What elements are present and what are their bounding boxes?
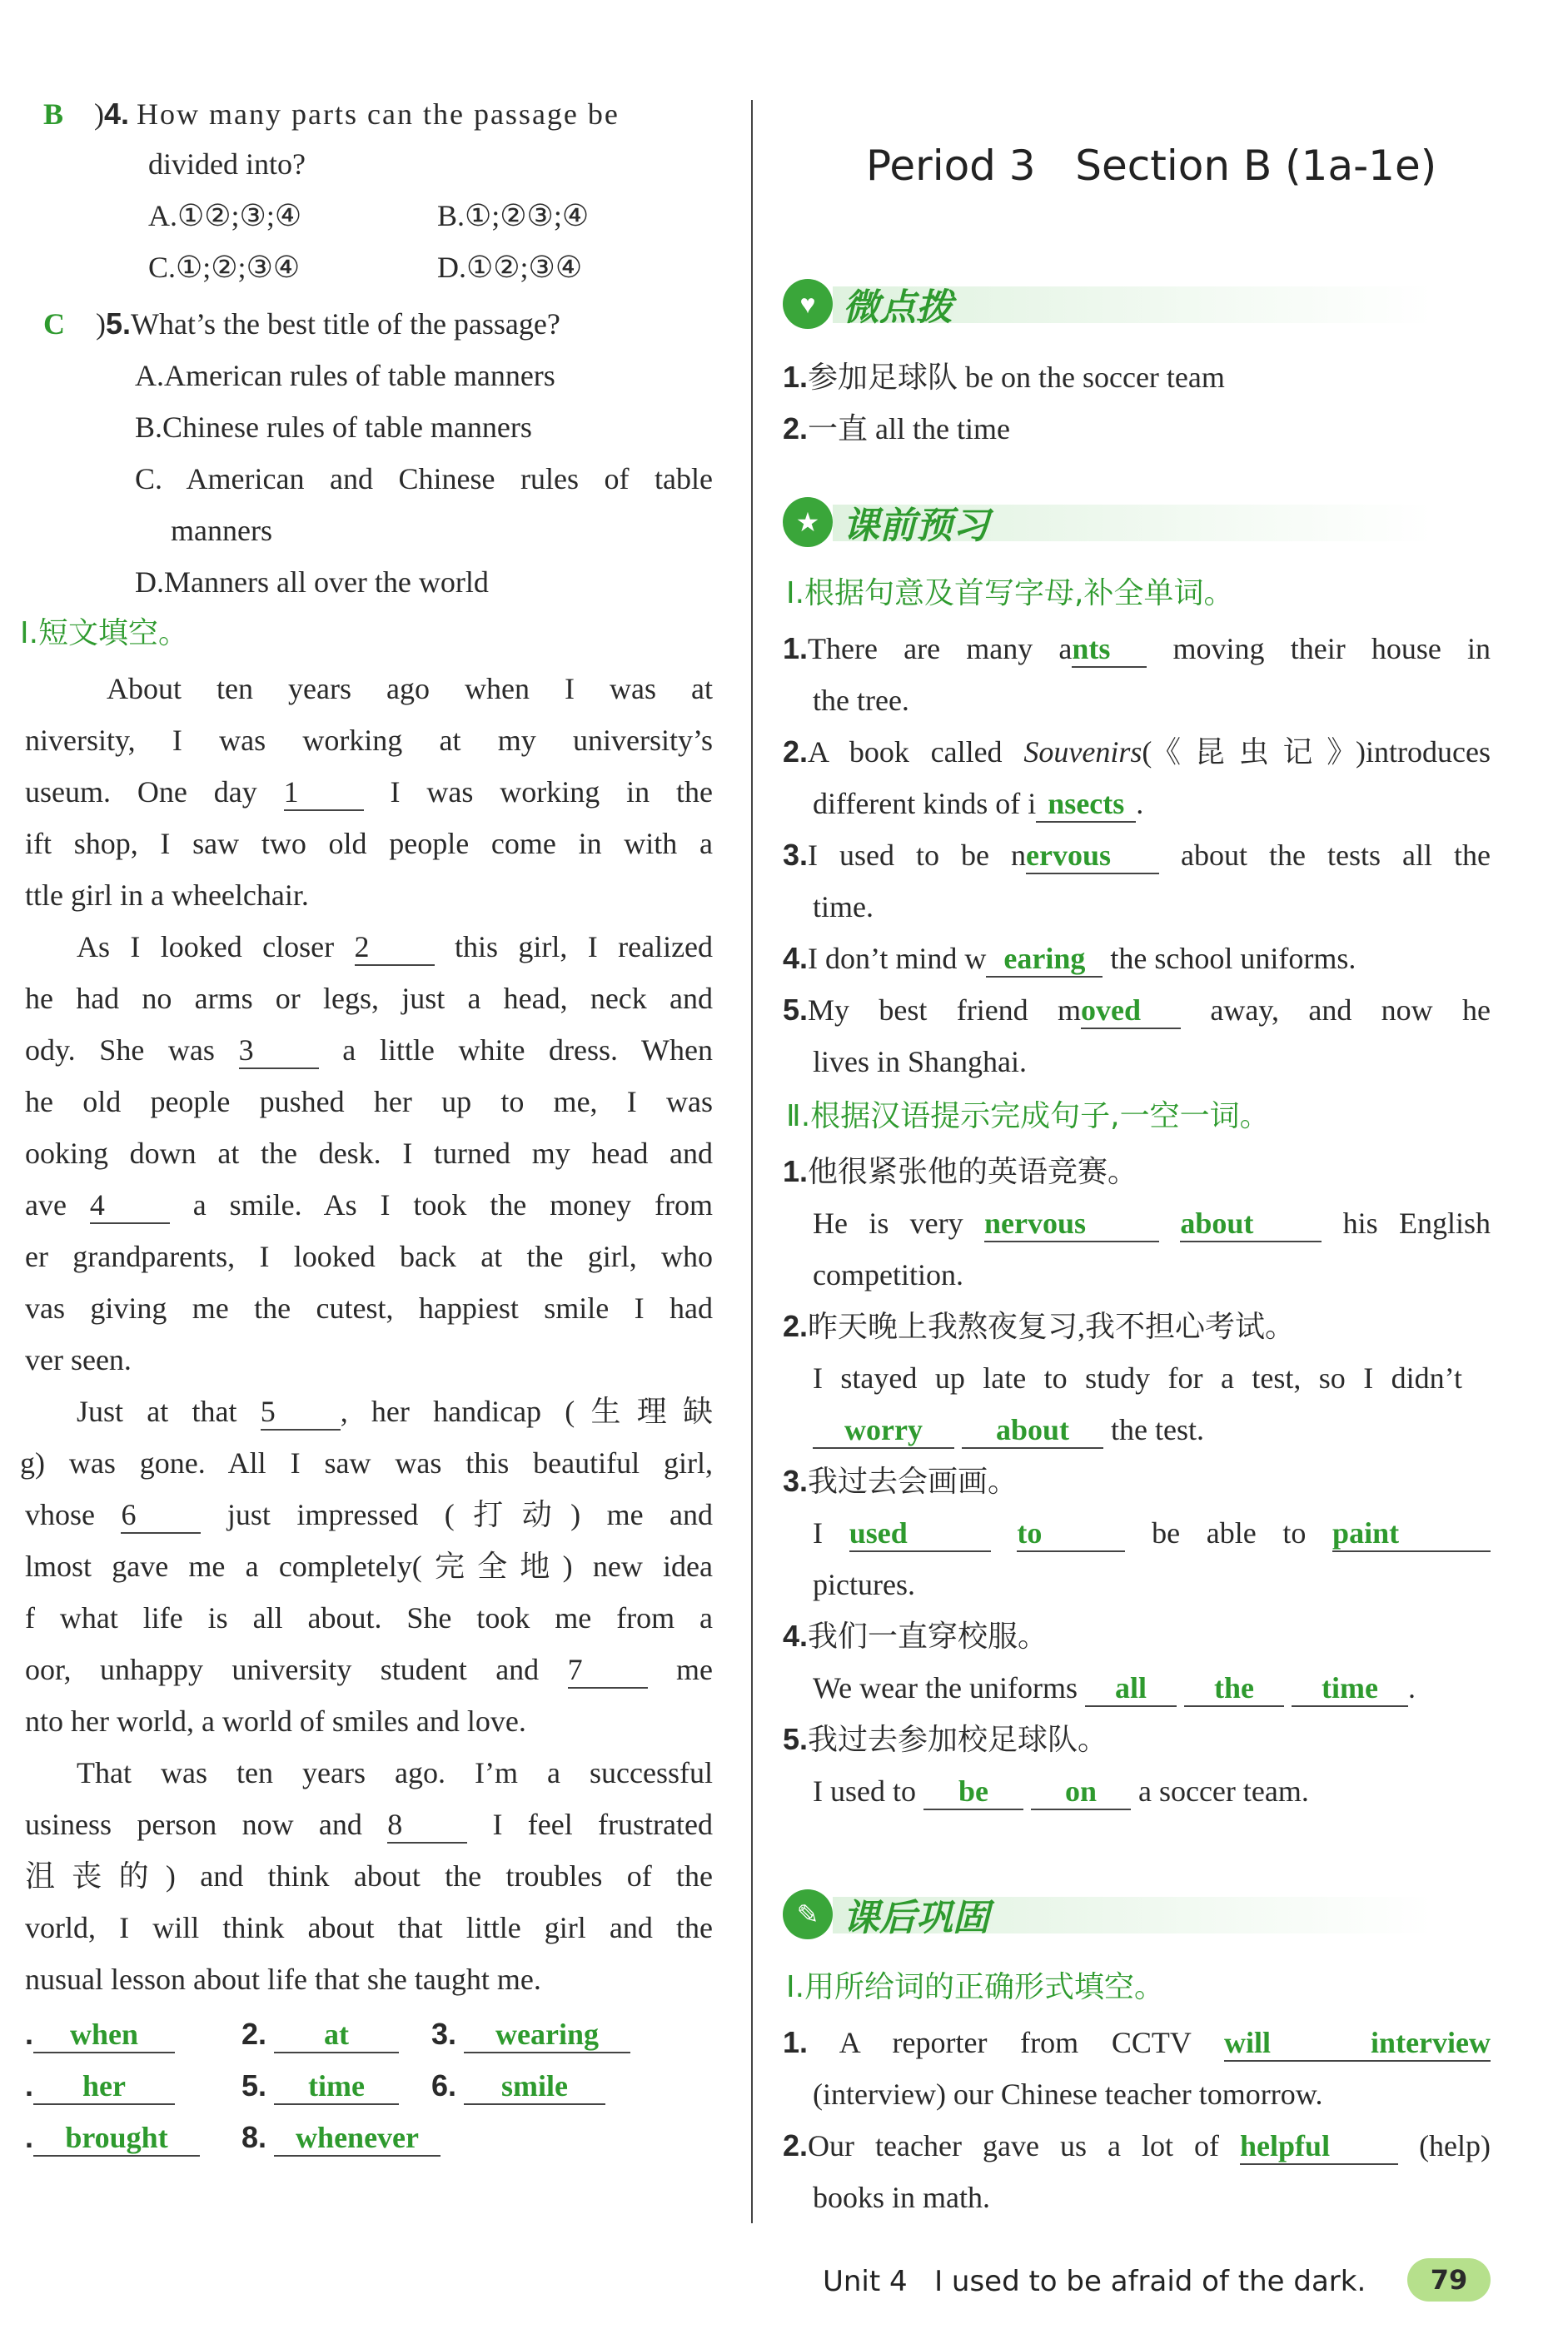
passage-line: Just at that 5 , her handicap (生理缺 xyxy=(77,1391,713,1432)
right-column xyxy=(774,0,1507,2248)
answer-4: . her xyxy=(25,2065,175,2107)
passage-line: ooking down at the desk. I turned my head and xyxy=(25,1137,713,1170)
q4-text-2: divided into? xyxy=(148,147,306,181)
preview-1-q5: 5.My best friend moved away, and now he xyxy=(783,989,1491,1031)
answer-1: . when xyxy=(25,2013,175,2055)
answer-7: . brought xyxy=(25,2117,200,2158)
page-title: Period 3 Section B (1a-1e) xyxy=(866,142,1437,190)
preview-1-q4: 4.I don’t mind w earing the school uniforms. xyxy=(783,938,1356,979)
blank-7: 7 xyxy=(568,1652,648,1689)
preview-2-q2-en: I stayed up late to study for a test, so I didn’t xyxy=(813,1361,1462,1395)
preview-2-q3-cn: 3.我过去会画画。 xyxy=(783,1464,1018,1498)
tip-item-1: 1.参加足球队 be on the soccer team xyxy=(783,360,1225,394)
preview-1-q1: 1.There are many ants moving their house in xyxy=(783,628,1491,669)
passage-line: As I looked closer 2 this girl, I realized xyxy=(77,926,713,968)
passage-line: ave 4 a smile. As I took the money from xyxy=(25,1184,713,1226)
answer-5: 5. time xyxy=(241,2065,399,2107)
preview-2-q4-en: We wear the uniforms all the time . xyxy=(813,1667,1416,1709)
heart-icon: ♥ xyxy=(783,279,833,329)
passage-line: nto her world, a world of smiles and love. xyxy=(25,1704,526,1738)
passage-line: niversity, I was working at my university’s xyxy=(25,724,713,757)
answer-3: 3. wearing xyxy=(431,2013,630,2055)
q5-option-a: A.American rules of table manners xyxy=(135,359,555,392)
answer-q5: C xyxy=(43,307,65,341)
preview-2-q4-cn: 4.我们一直穿校服。 xyxy=(783,1619,1048,1653)
review-q2: 2.Our teacher gave us a lot of helpful (help) xyxy=(783,2125,1491,2167)
preview-2-q1-cn: 1.他很紧张他的英语竞赛。 xyxy=(783,1154,1138,1188)
q5-option-c-2: manners xyxy=(171,514,272,547)
passage-line: he old people pushed her up to me, I was xyxy=(25,1085,713,1118)
badge-weidianbo: ♥ 微点拨 xyxy=(783,275,953,333)
passage-line: vorld, I will think about that little girl and the xyxy=(25,1911,713,1944)
passage-line: er grandparents, I looked back at the girl, who xyxy=(25,1240,713,1273)
star-icon: ★ xyxy=(783,497,833,547)
q5-option-b: B.Chinese rules of table manners xyxy=(135,411,532,444)
badge-review: ✎ 课后巩固 xyxy=(783,1885,989,1943)
passage-line: lmost gave me a completely(完全地) new idea xyxy=(25,1550,713,1583)
pencil-icon: ✎ xyxy=(783,1889,833,1939)
preview-1-q3: 3.I used to be nervous about the tests all the xyxy=(783,834,1491,876)
section-preview-2-title: Ⅱ.根据汉语提示完成句子,一空一词。 xyxy=(786,1099,1270,1133)
passage-line: usiness person now and 8 I feel frustrated xyxy=(25,1804,713,1845)
page-footer: Unit 4 I used to be afraid of the dark. xyxy=(823,2265,1366,2298)
passage-line: ttle girl in a wheelchair. xyxy=(25,878,309,912)
q4-option-a: A.①②;③;④ xyxy=(148,199,302,232)
preview-1-q3-cont: time. xyxy=(813,890,874,923)
passage-line: ody. She was 3 a little white dress. When xyxy=(25,1029,713,1071)
answer-8: 8. whenever xyxy=(241,2117,441,2158)
blank-1: 1 xyxy=(284,774,364,811)
q4-option-b: B.①;②③;④ xyxy=(437,199,590,232)
preview-2-q1-en: He is very nervous about his English xyxy=(813,1202,1491,1244)
review-q2-cont: books in math. xyxy=(813,2181,990,2214)
answer-2: 2. at xyxy=(241,2013,399,2055)
review-q1-cont: (interview) our Chinese teacher tomorrow. xyxy=(813,2078,1323,2111)
section-cloze-title: Ⅰ.短文填空。 xyxy=(20,616,189,650)
passage-line: nusual lesson about life that she taught me. xyxy=(25,1963,541,1996)
q5-option-c: C. American and Chinese rules of table xyxy=(135,462,713,495)
passage-line: g) was gone. All I saw was this beautiful girl, xyxy=(20,1446,713,1480)
page-number: 79 xyxy=(1407,2258,1491,2302)
preview-1-q1-cont: the tree. xyxy=(813,684,909,717)
left-column xyxy=(0,0,733,2248)
tip-item-2: 2.一直 all the time xyxy=(783,411,1010,445)
preview-1-q5-cont: lives in Shanghai. xyxy=(813,1045,1027,1078)
preview-1-q2: 2.A book called Souvenirs(《昆虫记》)introduces xyxy=(783,734,1491,769)
preview-2-q5-cn: 5.我过去参加校足球队。 xyxy=(783,1722,1108,1756)
column-divider xyxy=(751,100,753,2223)
preview-2-q1-en-cont: competition. xyxy=(813,1258,963,1291)
preview-2-q3-en-cont: pictures. xyxy=(813,1568,915,1601)
passage-line: About ten years ago when I was at xyxy=(107,672,713,705)
q4-option-c: C.①;②;③④ xyxy=(148,251,301,284)
section-review-1-title: Ⅰ.用所给词的正确形式填空。 xyxy=(786,1970,1165,2004)
blank-3: 3 xyxy=(239,1033,319,1069)
preview-2-q3-en: I used to be able to paint xyxy=(813,1512,1491,1554)
passage-line: he had no arms or legs, just a head, neck and xyxy=(25,982,713,1015)
blank-8: 8 xyxy=(387,1807,467,1844)
blank-6: 6 xyxy=(121,1497,201,1534)
preview-1-q2-cont: different kinds of i nsects . xyxy=(813,783,1143,824)
passage-line: 沮丧的) and think about the troubles of the xyxy=(25,1859,713,1893)
badge-preview: ★ 课前预习 xyxy=(783,493,989,551)
question-4: B )4. How many parts can the passage be xyxy=(43,97,620,131)
passage-line: ver seen. xyxy=(25,1343,132,1376)
preview-2-q2-cn: 2.昨天晚上我熬夜复习,我不担心考试。 xyxy=(783,1309,1296,1343)
passage-line: useum. One day 1 I was working in the xyxy=(25,771,713,813)
passage-line: vas giving me the cutest, happiest smile I had xyxy=(25,1291,713,1325)
passage-line: oor, unhappy university student and 7 me xyxy=(25,1649,713,1690)
q4-option-d: D.①②;③④ xyxy=(437,251,583,284)
blank-2: 2 xyxy=(355,929,435,966)
preview-2-q2-en-cont: worry about the test. xyxy=(813,1409,1204,1451)
q5-text: What’s the best title of the passage? xyxy=(131,307,560,341)
answer-6: 6. smile xyxy=(431,2065,605,2107)
passage-line: vhose 6 just impressed (打动) me and xyxy=(25,1494,713,1535)
question-5: C )5.What’s the best title of the passage? xyxy=(43,306,560,341)
review-q1: 1. A reporter from CCTV will interview xyxy=(783,2022,1491,2063)
passage-line: ift shop, I saw two old people come in with a xyxy=(25,827,713,860)
passage-line: f what life is all about. She took me from a xyxy=(25,1601,713,1635)
q4-text: How many parts can the passage be xyxy=(137,97,620,131)
answer-q4: B xyxy=(43,97,64,131)
q5-option-d: D.Manners all over the world xyxy=(135,565,489,599)
passage-line: That was ten years ago. I’m a successful xyxy=(77,1756,713,1789)
blank-5: 5 xyxy=(261,1394,341,1431)
blank-4: 4 xyxy=(90,1187,170,1224)
preview-2-q5-en: I used to be on a soccer team. xyxy=(813,1770,1309,1812)
section-preview-1-title: Ⅰ.根据句意及首写字母,补全单词。 xyxy=(786,576,1234,610)
